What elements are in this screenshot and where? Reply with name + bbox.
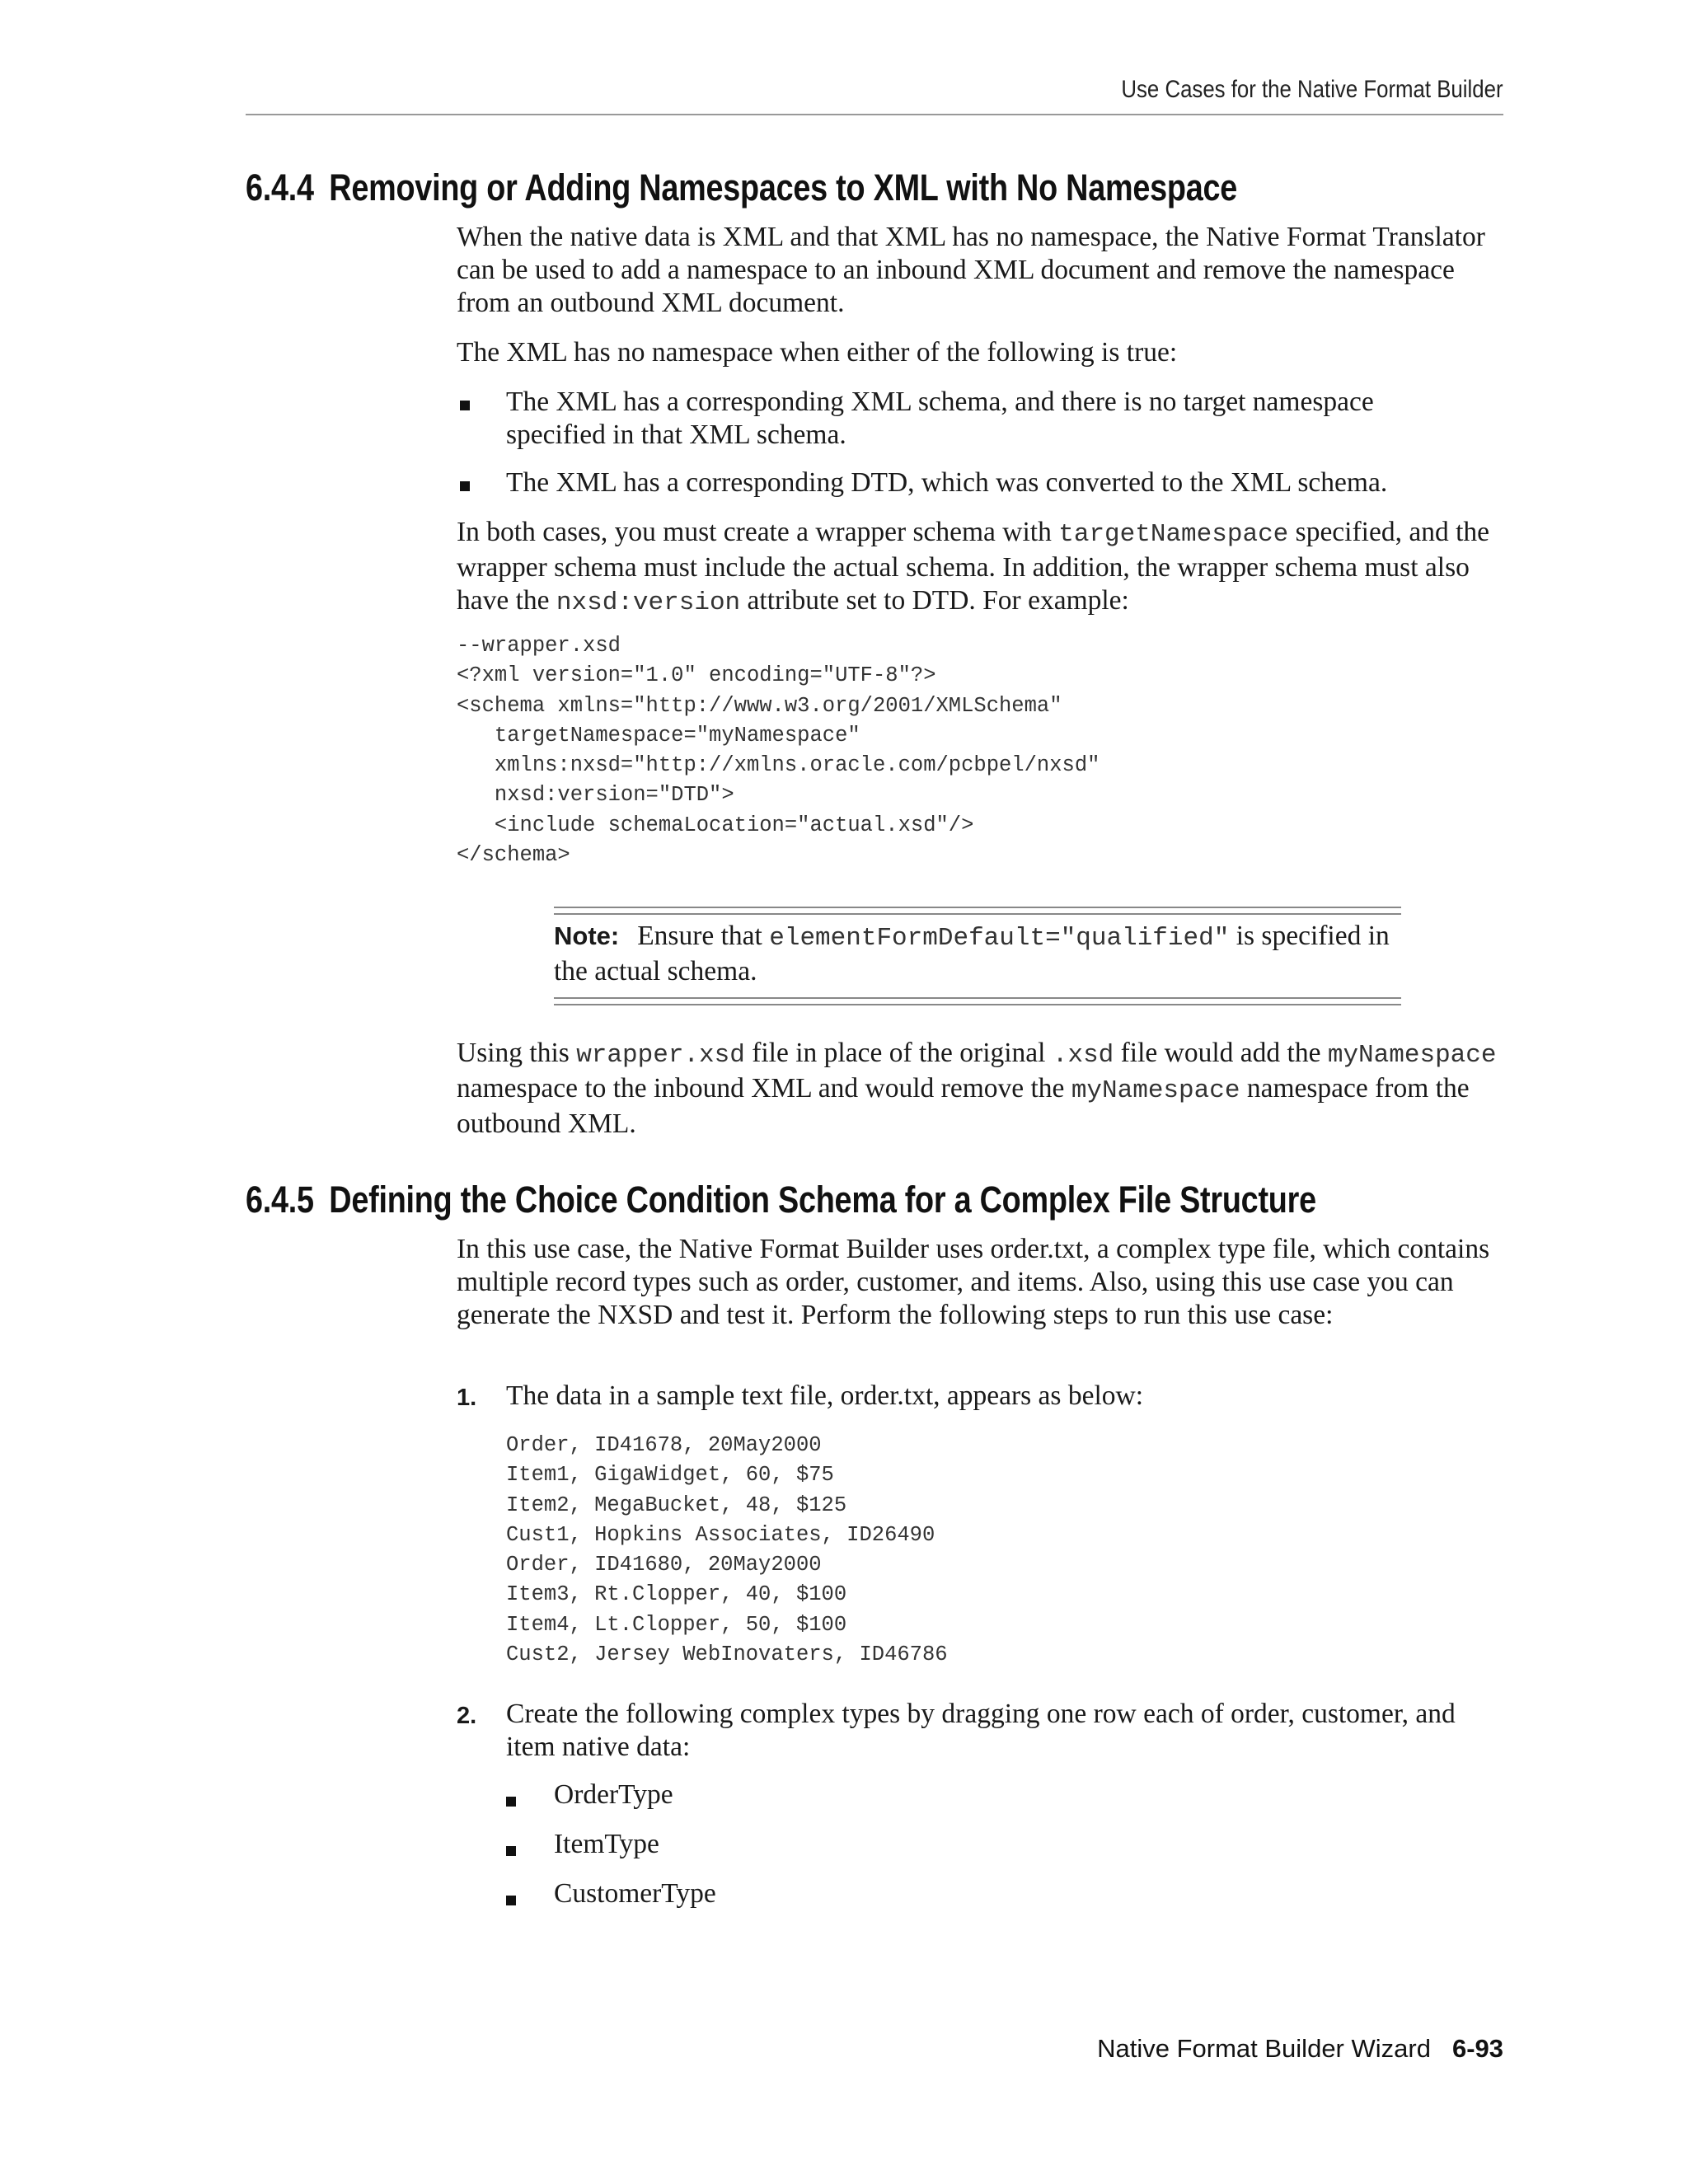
- note-box: [554, 920, 1401, 988]
- no-namespace-lead: The XML has no namespace when either of the following is true:: [457, 337, 1178, 368]
- code-line: </schema>: [457, 843, 570, 868]
- header-rule: [246, 114, 1503, 115]
- order-txt-code: [506, 1431, 948, 1670]
- code-line: targetNamespace="myNamespace": [457, 723, 860, 748]
- using-text: Using this: [457, 1038, 577, 1068]
- code-my-namespace: myNamespace: [1071, 1076, 1240, 1105]
- step-number: 2.: [457, 1703, 477, 1729]
- code-line: Cust1, Hopkins Associates, ID26490: [506, 1522, 935, 1547]
- code-line: Item1, GigaWidget, 60, $75: [506, 1463, 834, 1488]
- both-cases-text: In both cases, you must create a wrapper schema with: [457, 517, 1059, 547]
- note-top-rule: [554, 913, 1401, 915]
- both-cases-text: attribute set to DTD. For example:: [740, 585, 1129, 616]
- code-my-namespace: myNamespace: [1327, 1041, 1497, 1070]
- code-target-namespace: targetNamespace: [1058, 520, 1289, 549]
- section-heading-644: [246, 166, 1237, 209]
- footer-book-title: Native Format Builder Wizard: [1097, 2034, 1431, 2063]
- code-line: Order, ID41678, 20May2000: [506, 1433, 822, 1457]
- code-xsd: .xsd: [1052, 1041, 1114, 1070]
- running-header: Use Cases for the Native Format Builder: [1121, 76, 1503, 103]
- code-line: <?xml version="1.0" encoding="UTF-8"?>: [457, 663, 936, 688]
- bullet-icon: [506, 1797, 516, 1807]
- both-cases-text: specified, and the wrapper schema must include the actual schema. In addition, the wrapper schema must also have the: [457, 517, 1489, 616]
- code-line: --wrapper.xsd: [457, 634, 621, 658]
- section-title: Removing or Adding Namespaces to XML with No Namespace: [329, 166, 1238, 209]
- bullet-icon: [506, 1896, 516, 1905]
- bullet-icon: [506, 1846, 516, 1856]
- using-text: file in place of the original: [744, 1038, 1053, 1068]
- code-line: xmlns:nxsd="http://xmlns.oracle.com/pcbpel/nxsd": [457, 753, 1100, 778]
- complex-type-item: ItemType: [554, 1829, 659, 1859]
- code-line: <include schemaLocation="actual.xsd"/>: [457, 813, 974, 837]
- code-line: nxsd:version="DTD">: [457, 783, 734, 808]
- bullet-item: The XML has a corresponding DTD, which was converted to the XML schema.: [506, 467, 1388, 498]
- code-line: <schema xmlns="http://www.w3.org/2001/XMLSchema": [457, 693, 1062, 718]
- section-title: Defining the Choice Condition Schema for a Complex File Structure: [329, 1179, 1316, 1221]
- using-wrapper-paragraph: [457, 1037, 1503, 1141]
- section-heading-645: [246, 1179, 1316, 1221]
- complex-type-item: OrderType: [554, 1779, 673, 1810]
- section-number: 6.4.5: [246, 1179, 314, 1221]
- step-text: Create the following complex types by dragging one row each of order, customer, and item native data:: [506, 1699, 1456, 1762]
- note-text: Ensure that: [637, 921, 770, 951]
- using-text: namespace to the inbound XML and would remove the: [457, 1073, 1071, 1104]
- using-text: file would add the: [1114, 1038, 1328, 1068]
- note-text: is specified in the actual schema.: [554, 921, 1390, 987]
- note-bottom-rule: [554, 1004, 1401, 1005]
- footer-page-number: 6-93: [1451, 2034, 1503, 2063]
- complex-type-item: CustomerType: [554, 1878, 716, 1909]
- bullet-icon: [460, 481, 470, 491]
- use-case-intro: In this use case, the Native Format Builder uses order.txt, a complex type file, which contains multiple record types such as order, customer, and items. Also, using this use case you can generate the NXSD and test it. Perform the following steps to run this use case:: [457, 1234, 1490, 1330]
- step-number: 1.: [457, 1385, 477, 1411]
- code-line: Order, ID41680, 20May2000: [506, 1553, 822, 1577]
- note-top-rule: [554, 907, 1401, 908]
- code-nxsd-version: nxsd:version: [556, 588, 741, 617]
- bullet-icon: [460, 401, 470, 410]
- note-bottom-rule: [554, 997, 1401, 999]
- code-element-form-default: elementFormDefault="qualified": [769, 924, 1230, 953]
- step-text: The data in a sample text file, order.txt, appears as below:: [506, 1380, 1144, 1411]
- using-text: namespace from the outbound XML.: [457, 1073, 1470, 1139]
- code-wrapper-xsd: wrapper.xsd: [576, 1041, 745, 1070]
- code-line: Item2, MegaBucket, 48, $125: [506, 1493, 847, 1517]
- both-cases-paragraph: [457, 516, 1503, 620]
- bullet-item: The XML has a corresponding XML schema, and there is no target namespace specified in that XML schema.: [506, 387, 1374, 450]
- code-line: Item3, Rt.Clopper, 40, $100: [506, 1582, 847, 1607]
- code-line: Item4, Lt.Clopper, 50, $100: [506, 1612, 847, 1637]
- wrapper-xsd-code: [457, 631, 1100, 870]
- code-line: Cust2, Jersey WebInovaters, ID46786: [506, 1643, 948, 1667]
- page-footer: [1097, 2034, 1503, 2064]
- note-label: Note:: [554, 921, 620, 950]
- section-number: 6.4.4: [246, 166, 314, 209]
- intro-paragraph: When the native data is XML and that XML has no namespace, the Native Format Translator can be used to add a namespace to an inbound XML document and remove the namespace from an outbound XML document.: [457, 222, 1485, 318]
